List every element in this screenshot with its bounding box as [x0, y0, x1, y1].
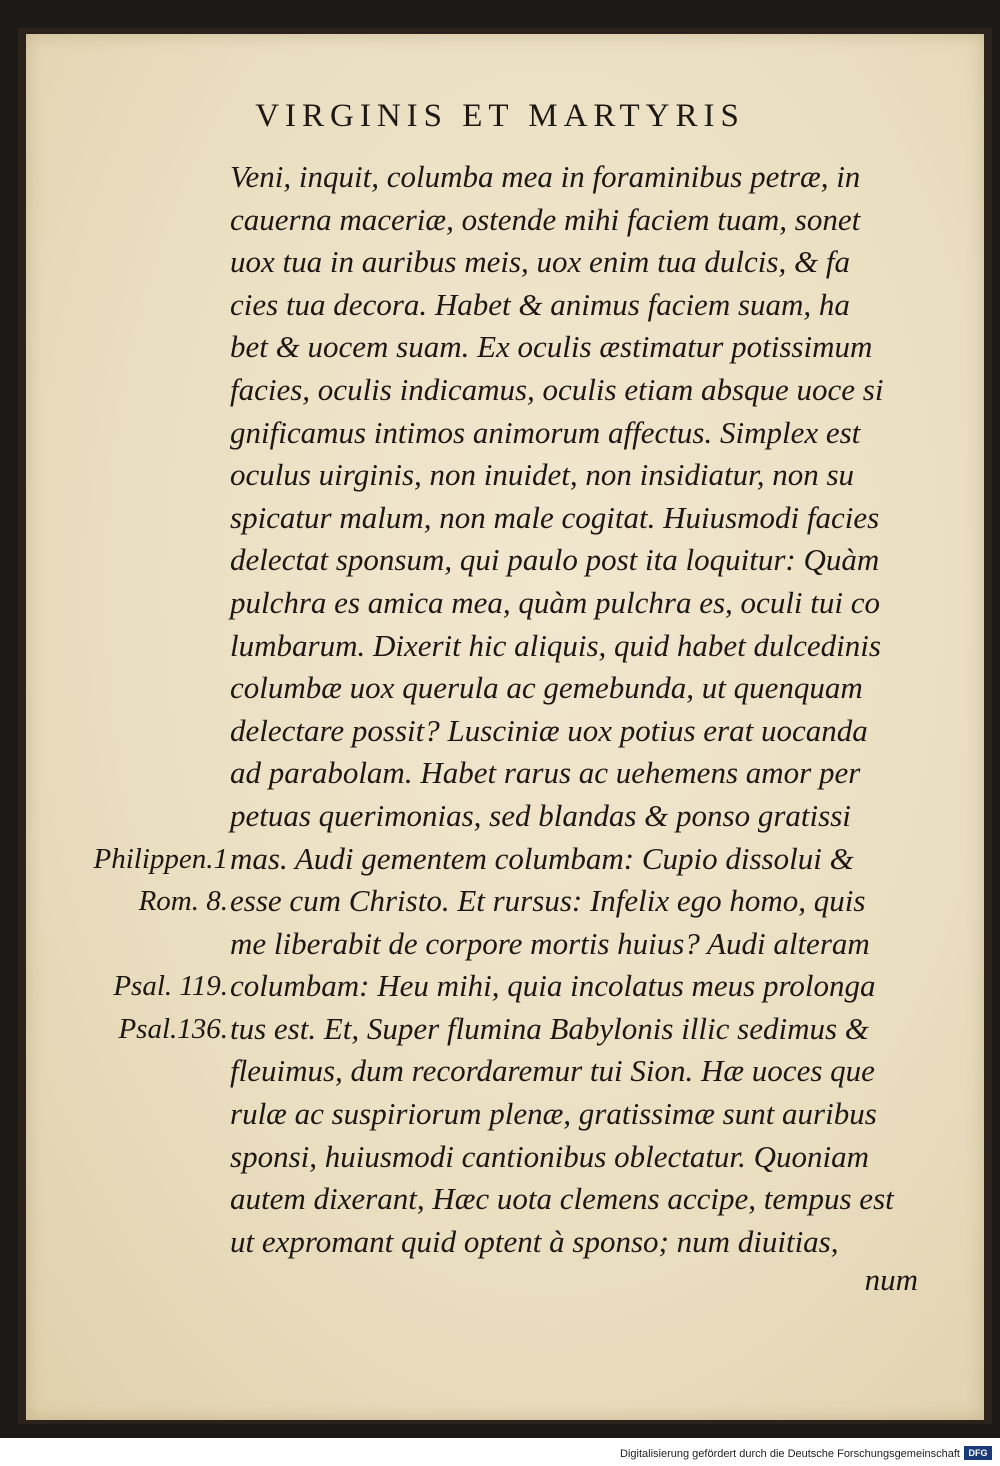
text-line: facies, oculis indicamus, oculis etiam absque uoce si	[230, 371, 884, 407]
footer-credit: Digitalisierung gefördert durch die Deutsche Forschungsgemeinschaft	[620, 1448, 960, 1460]
text-line: columbæ uox querula ac gemebunda, ut quenquam	[230, 670, 863, 706]
text-line: lumbarum. Dixerit hic aliquis, quid habet dulcedinis	[230, 627, 881, 663]
text-line: spicatur malum, non male cogitat. Huiusmodi facies	[230, 499, 880, 535]
text-line: cies tua decora. Habet & animus faciem suam, ha	[230, 286, 850, 322]
text-line: me liberabit de corpore mortis huius? Audi alteram	[230, 925, 870, 961]
margin-note: Psal. 119.	[113, 970, 228, 1003]
text-line: autem dixerant, Hæc uota clemens accipe, tempus est	[230, 1181, 894, 1217]
catchword: num	[864, 1262, 918, 1297]
text-line: tus est. Et, Super flumina Babylonis illic sedimus &	[230, 1010, 869, 1046]
text-line: rulæ ac suspiriorum plenæ, gratissimæ sunt auribus	[230, 1096, 877, 1132]
text-line: columbam: Heu mihi, quia incolatus meus prolonga	[230, 968, 876, 1004]
running-head: VIRGINIS ET MARTYRIS	[255, 98, 745, 134]
text-line: Veni, inquit, columba mea in foraminibus petræ, in	[230, 159, 861, 194]
body-text	[230, 156, 930, 1263]
text-line: esse cum Christo. Et rursus: Infelix ego homo, quis	[230, 883, 866, 919]
text-line: gnificamus intimos animorum affectus. Simplex est	[230, 414, 861, 450]
text-line: uox tua in auribus meis, uox enim tua dulcis, & fa	[230, 244, 850, 280]
text-line: ad parabolam. Habet rarus ac uehemens amor per	[230, 755, 861, 791]
margin-note: Philippen.1	[93, 842, 228, 875]
text-line: sponsi, huiusmodi cantionibus oblectatur. Quoniam	[230, 1138, 869, 1174]
text-line: petuas querimonias, sed blandas & ponso gratissi	[230, 797, 851, 833]
text-line: oculus uirginis, non inuidet, non insidiatur, non su	[230, 457, 855, 493]
text-line: delectare possit? Lusciniæ uox potius erat uocanda	[230, 712, 868, 748]
text-line: ut expromant quid optent à sponso; num diuitias,	[230, 1223, 839, 1259]
margin-note: Psal.136.	[118, 1013, 228, 1045]
margin-note: Rom. 8.	[138, 885, 228, 918]
text-line: mas. Audi gementem columbam: Cupio dissolui &	[230, 840, 854, 876]
text-line: fleuimus, dum recordaremur tui Sion. Hæ uoces que	[230, 1053, 875, 1089]
text-line: delectat sponsum, qui paulo post ita loquitur: Quàm	[230, 542, 880, 578]
dfg-logo: DFG	[964, 1446, 992, 1460]
text-line: pulchra es amica mea, quàm pulchra es, oculi tui co	[230, 584, 881, 620]
text-line: bet & uocem suam. Ex oculis æstimatur potissimum	[230, 329, 873, 365]
text-line: cauerna maceriæ, ostende mihi faciem tuam, sonet	[230, 201, 861, 237]
